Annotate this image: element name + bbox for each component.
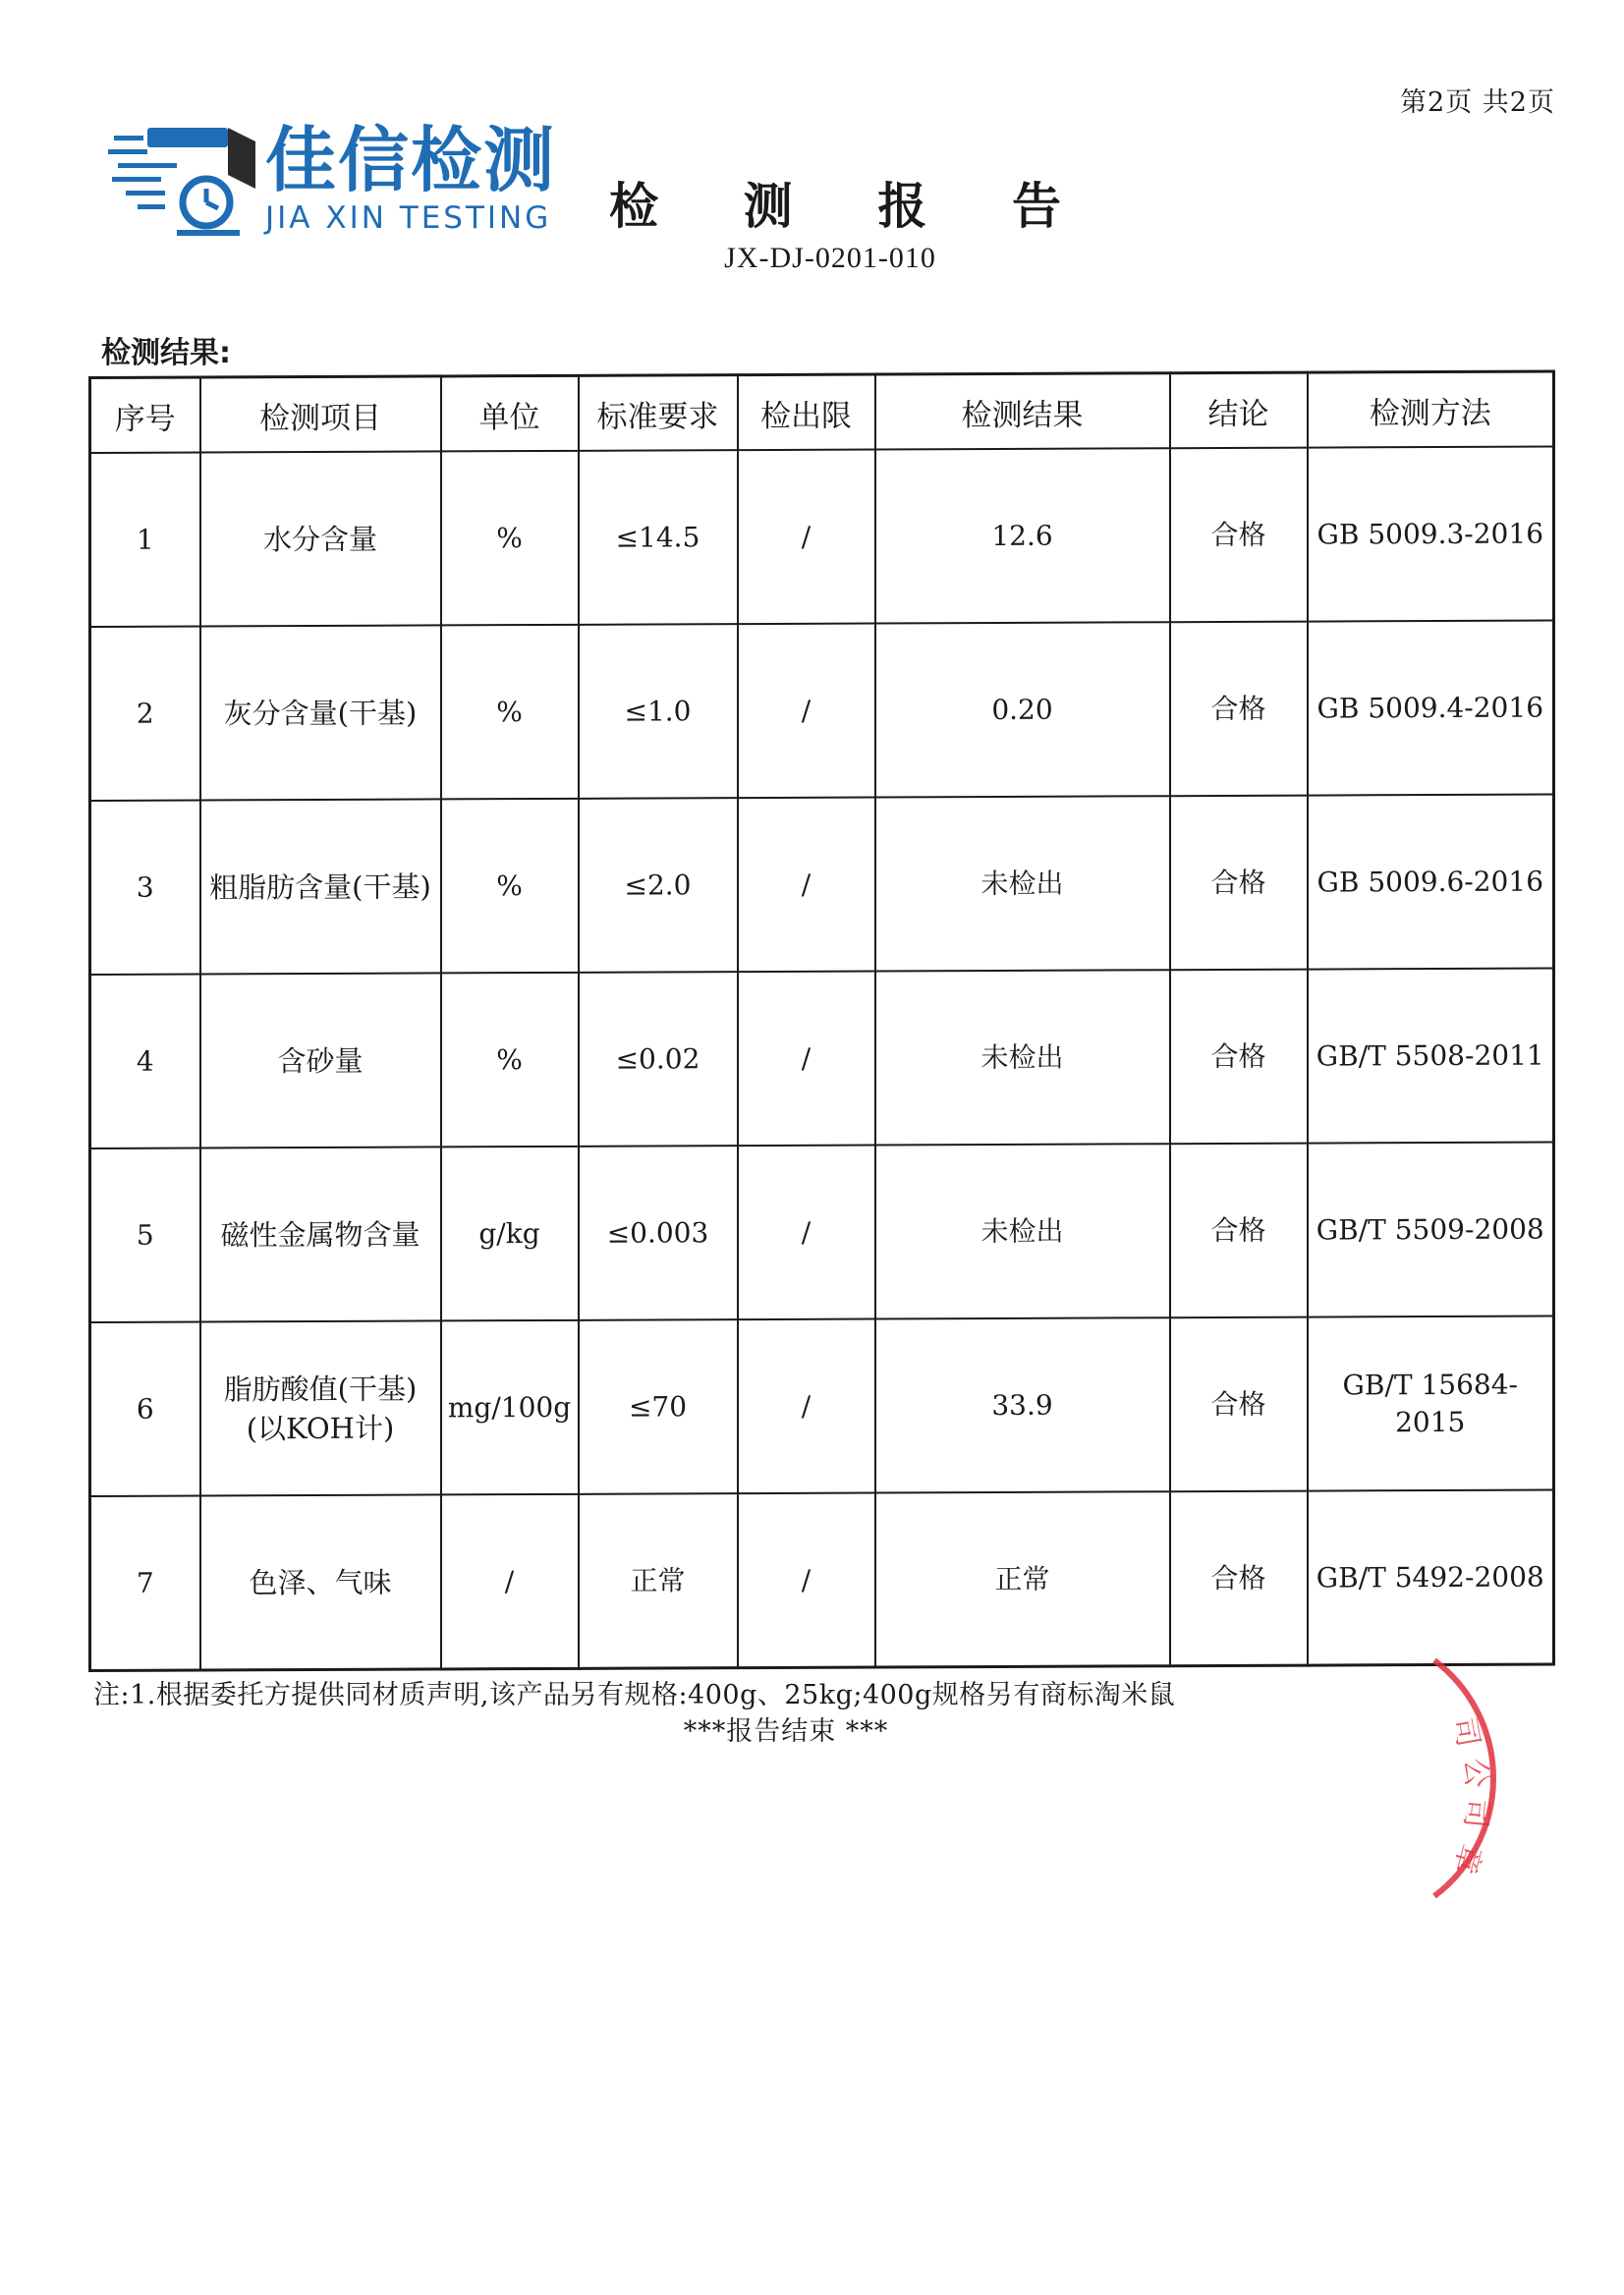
cell-no: 5 [90,1148,200,1322]
cell-conclusion: 合格 [1170,796,1308,971]
cell-result: 12.6 [875,448,1170,623]
cell-conclusion: 合格 [1170,1491,1308,1666]
cell-item: 粗脂肪含量(干基) [200,799,441,974]
col-header-limit: 检出限 [738,374,875,450]
cell-conclusion: 合格 [1170,1144,1308,1318]
cell-unit: % [441,973,579,1148]
svg-text:司: 司 [1446,1714,1485,1750]
cell-standard: ≤1.0 [579,624,738,799]
report-end-mark: ***报告结束 *** [683,1716,889,1747]
table-row [90,1142,1554,1322]
logo-company-name: 佳信检测 [265,119,557,201]
title-char: 检 [609,178,658,235]
company-seal-icon [1415,1651,1533,1906]
cell-result: 33.9 [875,1317,1170,1492]
col-header-method: 检测方法 [1308,371,1554,448]
cell-standard: 正常 [579,1493,738,1668]
logo-emblem-icon [108,120,265,238]
cell-result: 正常 [875,1491,1170,1667]
cell-limit: / [738,624,875,799]
col-header-no: 序号 [90,377,200,453]
cell-no: 6 [90,1322,200,1496]
col-header-item: 检测项目 [200,376,441,453]
page-number: 第2页 共2页 [1400,87,1555,118]
cell-limit: / [738,798,875,973]
title-char: 测 [743,178,793,235]
cell-unit: % [441,451,579,626]
cell-unit: % [441,799,579,974]
cell-method: GB 5009.6-2016 [1308,794,1554,969]
cell-result: 未检出 [875,796,1170,971]
cell-standard: ≤14.5 [579,450,738,625]
table-header-row [90,371,1554,453]
col-header-result: 检测结果 [875,373,1170,450]
table-row [90,968,1554,1148]
cell-standard: ≤2.0 [579,798,738,973]
cell-result: 0.20 [875,622,1170,797]
cell-limit: / [738,1146,875,1320]
cell-no: 4 [90,975,200,1148]
cell-limit: / [738,1493,875,1668]
col-header-standard: 标准要求 [579,375,738,451]
cell-result: 未检出 [875,970,1170,1145]
footnote: 注:1.根据委托方提供同材质声明,该产品另有规格:400g、25kg;400g规格另有商标淘米鼠 [93,1680,1176,1710]
table-row [90,620,1554,801]
cell-method: GB/T 5492-2008 [1308,1489,1554,1665]
cell-item: 灰分含量(干基) [200,625,441,800]
title-char: 报 [877,178,927,235]
cell-limit: / [738,1319,875,1494]
table-row [90,1315,1554,1496]
cell-no: 2 [90,627,200,801]
table-row [90,446,1554,627]
table-row [90,1489,1554,1670]
cell-no: 7 [90,1496,200,1671]
col-header-conclusion: 结论 [1170,372,1308,448]
cell-conclusion: 合格 [1170,622,1308,797]
cell-item: 脂肪酸值(干基)(以KOH计) [200,1320,441,1495]
cell-unit: mg/100g [441,1320,579,1495]
cell-method: GB/T 5509-2008 [1308,1142,1554,1316]
title-char: 告 [1011,178,1061,235]
company-logo [108,120,570,238]
cell-conclusion: 合格 [1170,1317,1308,1492]
cell-conclusion: 合格 [1170,970,1308,1145]
cell-standard: ≤0.02 [579,972,738,1147]
cell-item: 磁性金属物含量 [200,1147,441,1321]
table-row [90,794,1554,975]
cell-unit: % [441,625,579,800]
cell-no: 1 [90,453,200,627]
cell-method: GB/T 15684-2015 [1308,1315,1554,1490]
svg-text:公: 公 [1458,1758,1494,1789]
results-table-wrapper [88,369,1552,1668]
cell-no: 3 [90,801,200,975]
cell-standard: ≤0.003 [579,1146,738,1320]
cell-item: 色泽、气味 [200,1494,441,1670]
cell-item: 水分含量 [200,451,441,626]
cell-method: GB 5009.4-2016 [1308,620,1554,795]
cell-item: 含砂量 [200,973,441,1148]
cell-limit: / [738,450,875,625]
svg-text:司: 司 [1457,1797,1494,1830]
cell-unit: / [441,1494,579,1669]
report-code: JX-DJ-0201-010 [724,242,936,274]
cell-unit: g/kg [441,1147,579,1321]
cell-limit: / [738,972,875,1147]
cell-result: 未检出 [875,1144,1170,1318]
logo-english-name: JIA XIN TESTING [265,200,552,236]
results-table [88,369,1555,1672]
svg-text:章: 章 [1446,1839,1488,1877]
section-label: 检测结果: [101,336,231,370]
cell-method: GB/T 5508-2011 [1308,968,1554,1143]
col-header-unit: 单位 [441,375,579,451]
cell-conclusion: 合格 [1170,448,1308,623]
cell-method: GB 5009.3-2016 [1308,446,1554,621]
cell-standard: ≤70 [579,1319,738,1494]
report-title [609,167,1061,238]
